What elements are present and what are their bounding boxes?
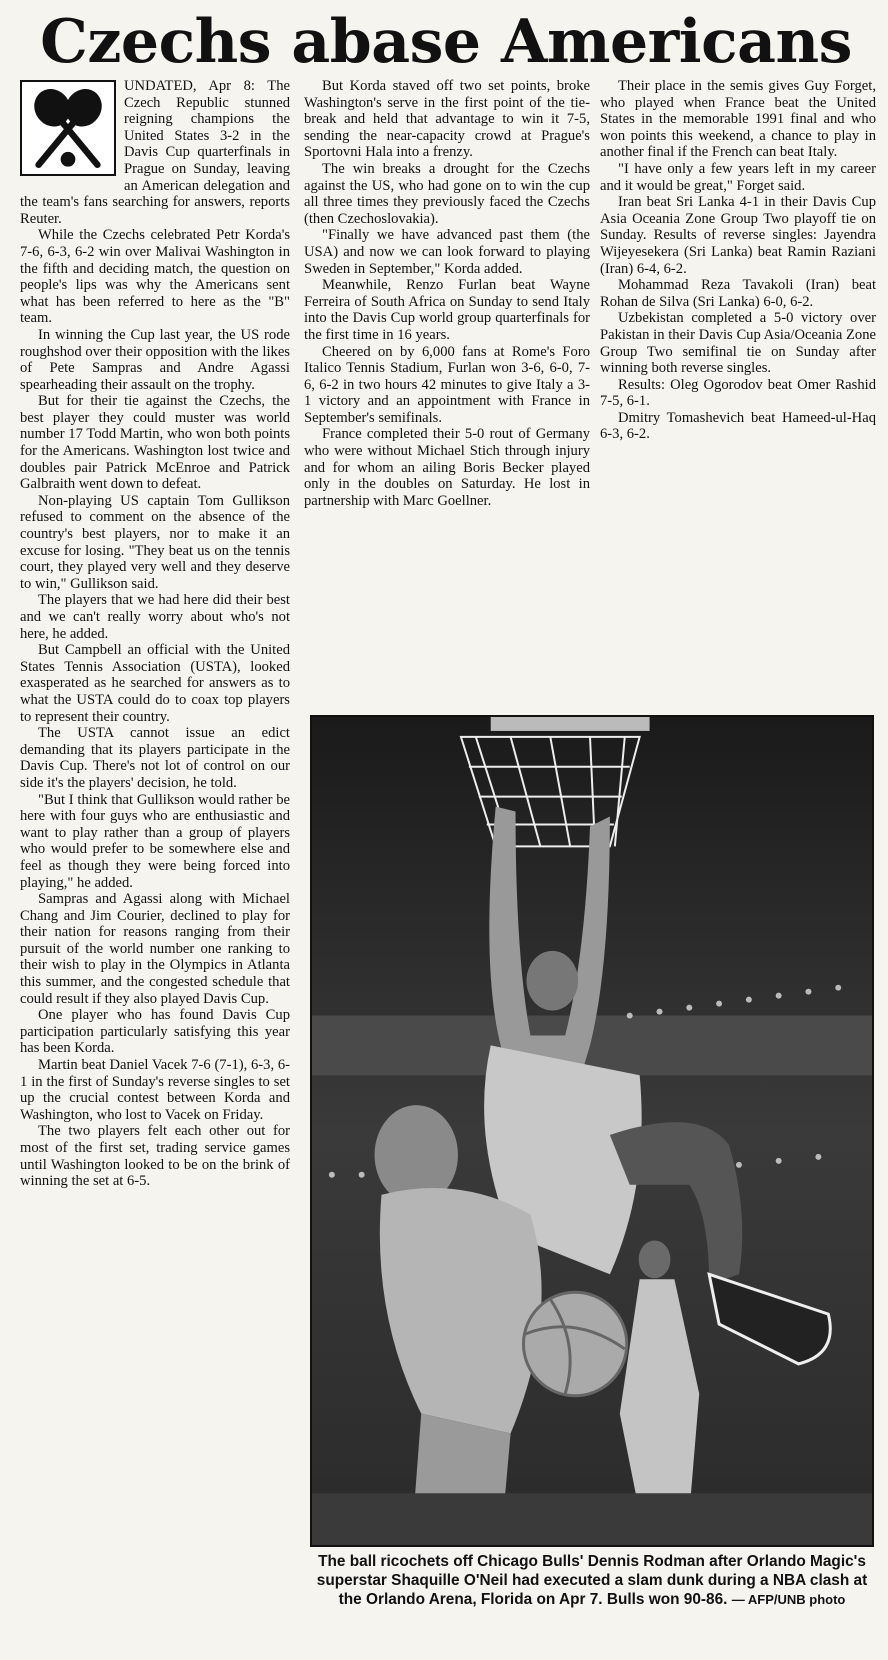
article-paragraph: The USTA cannot issue an edict demanding that its players participate in the Davis Cup. There's not lot of control on our side it's the players' decision, he told. xyxy=(20,725,290,791)
article-column-1 xyxy=(20,78,290,1652)
article-paragraph: The players that we had here did their best and we can't really worry about who's not here, he added. xyxy=(20,592,290,642)
article-paragraph: Dmitry Tomashevich beat Hameed-ul-Haq 6-3, 6-2. xyxy=(600,409,876,443)
article-paragraph: Iran beat Sri Lanka 4-1 in their Davis Cup Asia Oceania Zone Group Two playoff tie on Sunday. Results of reverse singles: Jayendra Wijeyesekera (Sri Lanka) beat Ramin Raziani (Iran) 6-4, 6-2. xyxy=(600,194,876,277)
article-paragraph: Martin beat Daniel Vacek 7-6 (7-1), 6-3, 6-1 in the first of Sunday's reverse singles to set up the crucial contest between Korda and Washington, who lost to Vacek on Friday. xyxy=(20,1057,290,1123)
article-paragraph: Sampras and Agassi along with Michael Chang and Jim Courier, declined to play for their nation for reasons ranging from their pursuit of the world number one ranking to their wish to play in the Olympics in Atlanta this summer, and the congested schedule that could result if they also played Davis Cup. xyxy=(20,891,290,1007)
photo-credit: — AFP/UNB photo xyxy=(731,1592,846,1607)
article-paragraph: Non-playing US captain Tom Gullikson refused to comment on the absence of the country's best players, nor to make it an excuse for losing. "They beat us on the tennis court, they played very well and they deserve to win," Gullikson said. xyxy=(20,492,290,592)
article-paragraph: Their place in the semis gives Guy Forget, who played when France beat the United States in the memorable 1991 final and who won points this weekend, a chance to play in another final if the French can beat Italy. xyxy=(600,78,876,161)
article-paragraph: One player who has found Davis Cup participation particularly satisfying this year has been Korda. xyxy=(20,1007,290,1057)
article-paragraph: Meanwhile, Renzo Furlan beat Wayne Ferreira of South Africa on Sunday to send Italy into the Davis Cup world group quarterfinals for the first time in 16 years. xyxy=(304,277,590,343)
tennis-rackets-icon xyxy=(20,80,116,176)
article-paragraph: Results: Oleg Ogorodov beat Omer Rashid 7-5, 6-1. xyxy=(600,376,876,410)
article-paragraph: But for their tie against the Czechs, the best player they could muster was world number 17 Todd Martin, who won both points for the Americans. Washington lost twice and doubles pair Patrick McEnroe and Patrick Galbraith went down to defeat. xyxy=(20,393,290,493)
article-paragraph: Mohammad Reza Tavakoli (Iran) beat Rohan de Silva (Sri Lanka) 6-0, 6-2. xyxy=(600,277,876,310)
article-paragraph: France completed their 5-0 rout of Germany who were without Michael Stich through injury and for whom an ailing Boris Becker played only in the doubles on Saturday. He lost in partnership with Marc Goellner. xyxy=(304,426,590,509)
article-paragraph: Cheered on by 6,000 fans at Rome's Foro Italico Tennis Stadium, Furlan won 3-6, 6-0, 7-6, 6-2 in two hours 42 minutes to give Italy a 3-1 victory and an appointment with France in September's semifinals. xyxy=(304,343,590,426)
basketball-photo-graphic xyxy=(312,717,872,1545)
article-paragraph: "But I think that Gullikson would rather be here with four guys who are enthusiastic and want to play rather than a group of players who would prefer to be somewhere else and feel as though they were being forced into playing," he added. xyxy=(20,791,290,891)
article-paragraph: While the Czechs celebrated Petr Korda's 7-6, 6-3, 6-2 win over Malivai Washington in the fifth and deciding match, the question on people's lips was why the Americans sent what has been referred to here as the "B" team. xyxy=(20,227,290,327)
article-paragraph: But Korda staved off two set points, broke Washington's serve in the first point of the tie-break and held that advantage to win it 7-5, sending the near-capacity crowd at Prague's Sportovni Hala into a frenzy. xyxy=(304,78,590,161)
article-paragraph: Uzbekistan completed a 5-0 victory over Pakistan in their Davis Cup Asia/Oceania Zone Group Two semifinal tie on Sunday after winning both reverse singles. xyxy=(600,310,876,377)
article-paragraph: In winning the Cup last year, the US rode roughshod over their opposition with the likes of Pete Sampras and Andre Agassi spearheading their assault on the trophy. xyxy=(20,326,290,393)
article-paragraph: "I have only a few years left in my career and it would be great," Forget said. xyxy=(600,160,876,194)
article-paragraph: UNDATED, Apr 8: The Czech Republic stunned reigning champions the United States 3-2 in the Davis Cup quarterfinals in Prague on Sunday, leaving an American delegation and the team's fans searching for answers, reports Reuter. xyxy=(20,78,290,227)
basketball-photo xyxy=(310,715,874,1547)
headline: Czechs abase Americans xyxy=(40,7,852,77)
article-paragraph: But Campbell an official with the United States Tennis Association (USTA), looked exasperated as he searched for answers as to what the USTA could do to coax top players to represent their country. xyxy=(20,642,290,725)
article-column-2 xyxy=(304,78,590,694)
photo-caption-text: The ball ricochets off Chicago Bulls' Dennis Rodman after Orlando Magic's superstar Shaquille O'Neil had executed a slam dunk during a NBA clash at the Orlando Arena, Florida on Apr 7. Bulls won 90-86. xyxy=(316,1553,868,1608)
photo-caption xyxy=(310,1552,874,1652)
article-paragraph: The win breaks a drought for the Czechs against the US, who had gone on to win the cup all three times they previously faced the Czechs (then Czechoslovakia). xyxy=(304,160,590,227)
article-paragraph: The two players felt each other out for most of the first set, trading service games until Washington looked to be on the brink of winning the set at 6-5. xyxy=(20,1123,290,1190)
article-paragraph: "Finally we have advanced past them (the USA) and now we can look forward to playing Sweden in September," Korda added. xyxy=(304,227,590,277)
tennis-rackets-icon-graphic xyxy=(22,82,114,174)
article-column-3 xyxy=(600,78,876,694)
